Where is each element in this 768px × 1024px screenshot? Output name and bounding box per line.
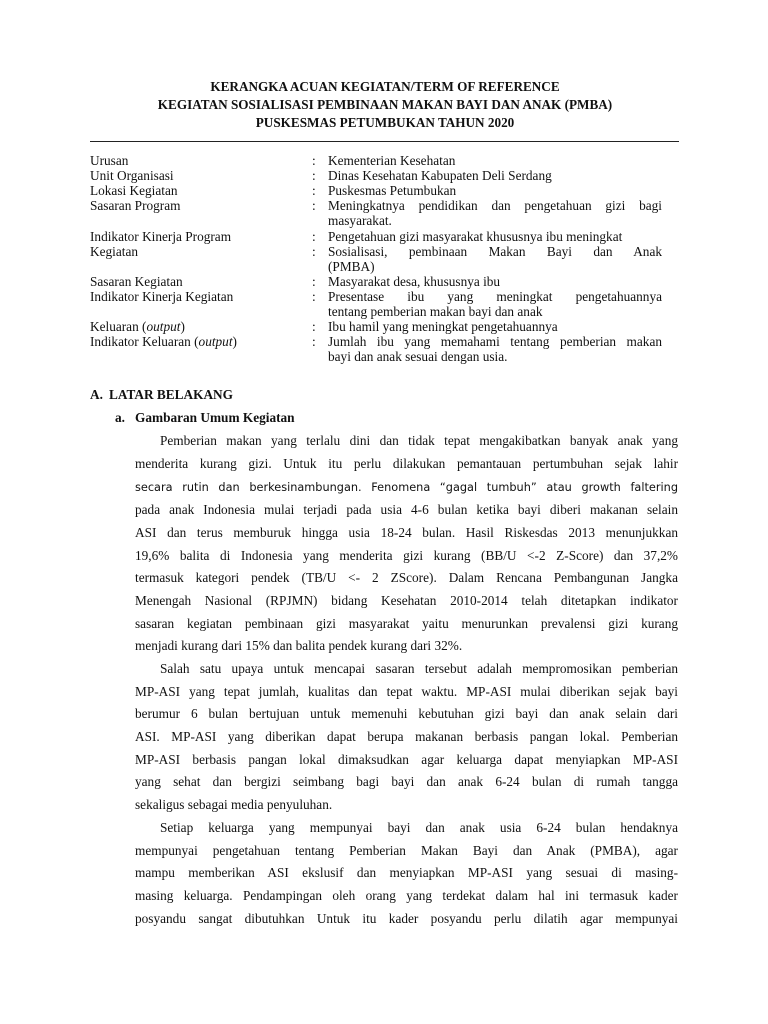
- meta-label: Indikator Kinerja Kegiatan: [90, 289, 234, 304]
- meta-value: Pengetahuan gizi masyarakat khususnya ibu meningkat: [328, 229, 623, 244]
- paragraph-line: mempunyai pengetahuan tentang Pemberian Makan Bayi dan Anak (PMBA), agar: [135, 843, 678, 858]
- paragraph-line: 19,6% balita di Indonesia yang menderita gizi kurang (BB/U <-2 Z-Score) dan 37,2%: [135, 548, 678, 563]
- meta-value: Dinas Kesehatan Kabupaten Deli Serdang: [328, 168, 552, 183]
- meta-value-continued: bayi dan anak sesuai dengan usia.: [328, 349, 508, 364]
- paragraph-line: Salah satu upaya untuk mencapai sasaran tersebut adalah mempromosikan pemberian: [160, 661, 678, 676]
- meta-value-continued: tentang pemberian makan bayi dan anak: [328, 304, 543, 319]
- paragraph-line: secara rutin dan berkesinambungan. Fenomena “gagal tumbuh” atau growth faltering: [135, 481, 678, 494]
- title-divider: [90, 141, 679, 142]
- paragraph-line: ASI. MP-ASI yang diberikan dapat berupa makanan berbasis pangan lokal. Pemberian: [135, 729, 678, 744]
- subsection-number: a.: [115, 410, 125, 425]
- paragraph-line: berumur 6 bulan bertujuan untuk memenuhi kebutuhan gizi bayi dan anak selain dari: [135, 706, 678, 721]
- paragraph-line: yang sehat dan bergizi seimbang bagi bayi dan anak 6-24 bulan di rumah tangga: [135, 774, 678, 789]
- meta-value: Sosialisasi, pembinaan Makan Bayi dan Anak: [328, 244, 662, 259]
- paragraph-line: Menengah Nasional (RPJMN) bidang Kesehatan 2010-2014 telah ditetapkan indikator: [135, 593, 678, 608]
- meta-colon: :: [312, 334, 316, 349]
- meta-label: Indikator Keluaran (output): [90, 334, 237, 349]
- meta-label: Keluaran (output): [90, 319, 185, 334]
- meta-label: Lokasi Kegiatan: [90, 183, 178, 198]
- paragraph-line: sekaligus sebagai media penyuluhan.: [135, 797, 333, 812]
- section-heading: [90, 387, 233, 403]
- paragraph-line: MP-ASI berbasis pangan lokal dimaksudkan agar keluarga dapat menyiapkan MP-ASI: [135, 752, 678, 767]
- paragraph-line: mampu memberikan ASI ekslusif dan menyiapkan MP-ASI yang sesuai di masing-: [135, 865, 678, 880]
- meta-label: Kegiatan: [90, 244, 138, 259]
- paragraph-line: Pemberian makan yang terlalu dini dan tidak tepat mengakibatkan banyak anak yang: [160, 433, 678, 448]
- paragraph-line: MP-ASI yang tepat jumlah, kualitas dan tepat waktu. MP-ASI mulai diberikan sejak bayi: [135, 684, 678, 699]
- paragraph-line: menjadi kurang dari 15% dan balita pendek kurang dari 32%.: [135, 638, 463, 653]
- meta-value: Kementerian Kesehatan: [328, 153, 456, 168]
- paragraph-line: masing keluarga. Pendampingan oleh orang yang terdekat dalam hal ini termasuk kader: [135, 888, 678, 903]
- document-title-line-3: PUSKESMAS PETUMBUKAN TAHUN 2020: [255, 115, 515, 130]
- meta-colon: :: [312, 153, 316, 168]
- paragraph-line: posyandu sangat dibutuhkan Untuk itu kader posyandu perlu dilatih agar mempunyai: [135, 911, 678, 926]
- meta-value: Presentase ibu yang meningkat pengetahuannya: [328, 289, 662, 304]
- meta-value-continued: masyarakat.: [328, 213, 392, 228]
- meta-label: Indikator Kinerja Program: [90, 229, 232, 244]
- meta-value: Meningkatnya pendidikan dan pengetahuan gizi bagi: [328, 198, 662, 213]
- meta-value: Ibu hamil yang meningkat pengetahuannya: [328, 319, 558, 334]
- meta-value-continued: (PMBA): [328, 259, 375, 274]
- meta-colon: :: [312, 244, 316, 259]
- meta-label: Sasaran Kegiatan: [90, 274, 183, 289]
- meta-colon: :: [312, 168, 316, 183]
- meta-label: Sasaran Program: [90, 198, 181, 213]
- meta-value: Puskesmas Petumbukan: [328, 183, 457, 198]
- meta-colon: :: [312, 274, 316, 289]
- paragraph-line: ASI dan terus memburuk hingga usia 18-24 bulan. Hasil Riskesdas 2013 menunjukkan: [135, 525, 678, 540]
- document-title-line-2: KEGIATAN SOSIALISASI PEMBINAAN MAKAN BAYI DAN ANAK (PMBA): [157, 97, 613, 112]
- meta-colon: :: [312, 229, 316, 244]
- meta-value: Masyarakat desa, khususnya ibu: [328, 274, 501, 289]
- section-title: LATAR BELAKANG: [109, 387, 233, 402]
- meta-colon: :: [312, 289, 316, 304]
- paragraph-line: termasuk kategori pendek (TB/U <- 2 ZScore). Dalam Rencana Pembangunan Jangka: [135, 570, 678, 585]
- meta-label: Unit Organisasi: [90, 168, 174, 183]
- subsection-heading: [115, 410, 295, 426]
- paragraph-line: Setiap keluarga yang mempunyai bayi dan anak usia 6-24 bulan hendaknya: [160, 820, 678, 835]
- section-number: A.: [90, 387, 103, 402]
- paragraph-line: pada anak Indonesia mulai terjadi pada usia 4-6 bulan ketika bayi diberi makanan selain: [135, 502, 678, 517]
- meta-colon: :: [312, 319, 316, 334]
- subsection-title: Gambaran Umum Kegiatan: [135, 410, 295, 425]
- paragraph-line: sasaran kegiatan pembinaan gizi masyarakat yaitu menurunkan prevalensi gizi kurang: [135, 616, 678, 631]
- meta-value: Jumlah ibu yang memahami tentang pemberian makan: [328, 334, 662, 349]
- document-title-line-1: KERANGKA ACUAN KEGIATAN/TERM OF REFERENCE: [210, 79, 560, 94]
- meta-colon: :: [312, 198, 316, 213]
- meta-label: Urusan: [90, 153, 129, 168]
- paragraph-line: menderita kurang gizi. Untuk itu perlu dilakukan pemantauan pertumbuhan sejak lahir: [135, 456, 678, 471]
- meta-colon: :: [312, 183, 316, 198]
